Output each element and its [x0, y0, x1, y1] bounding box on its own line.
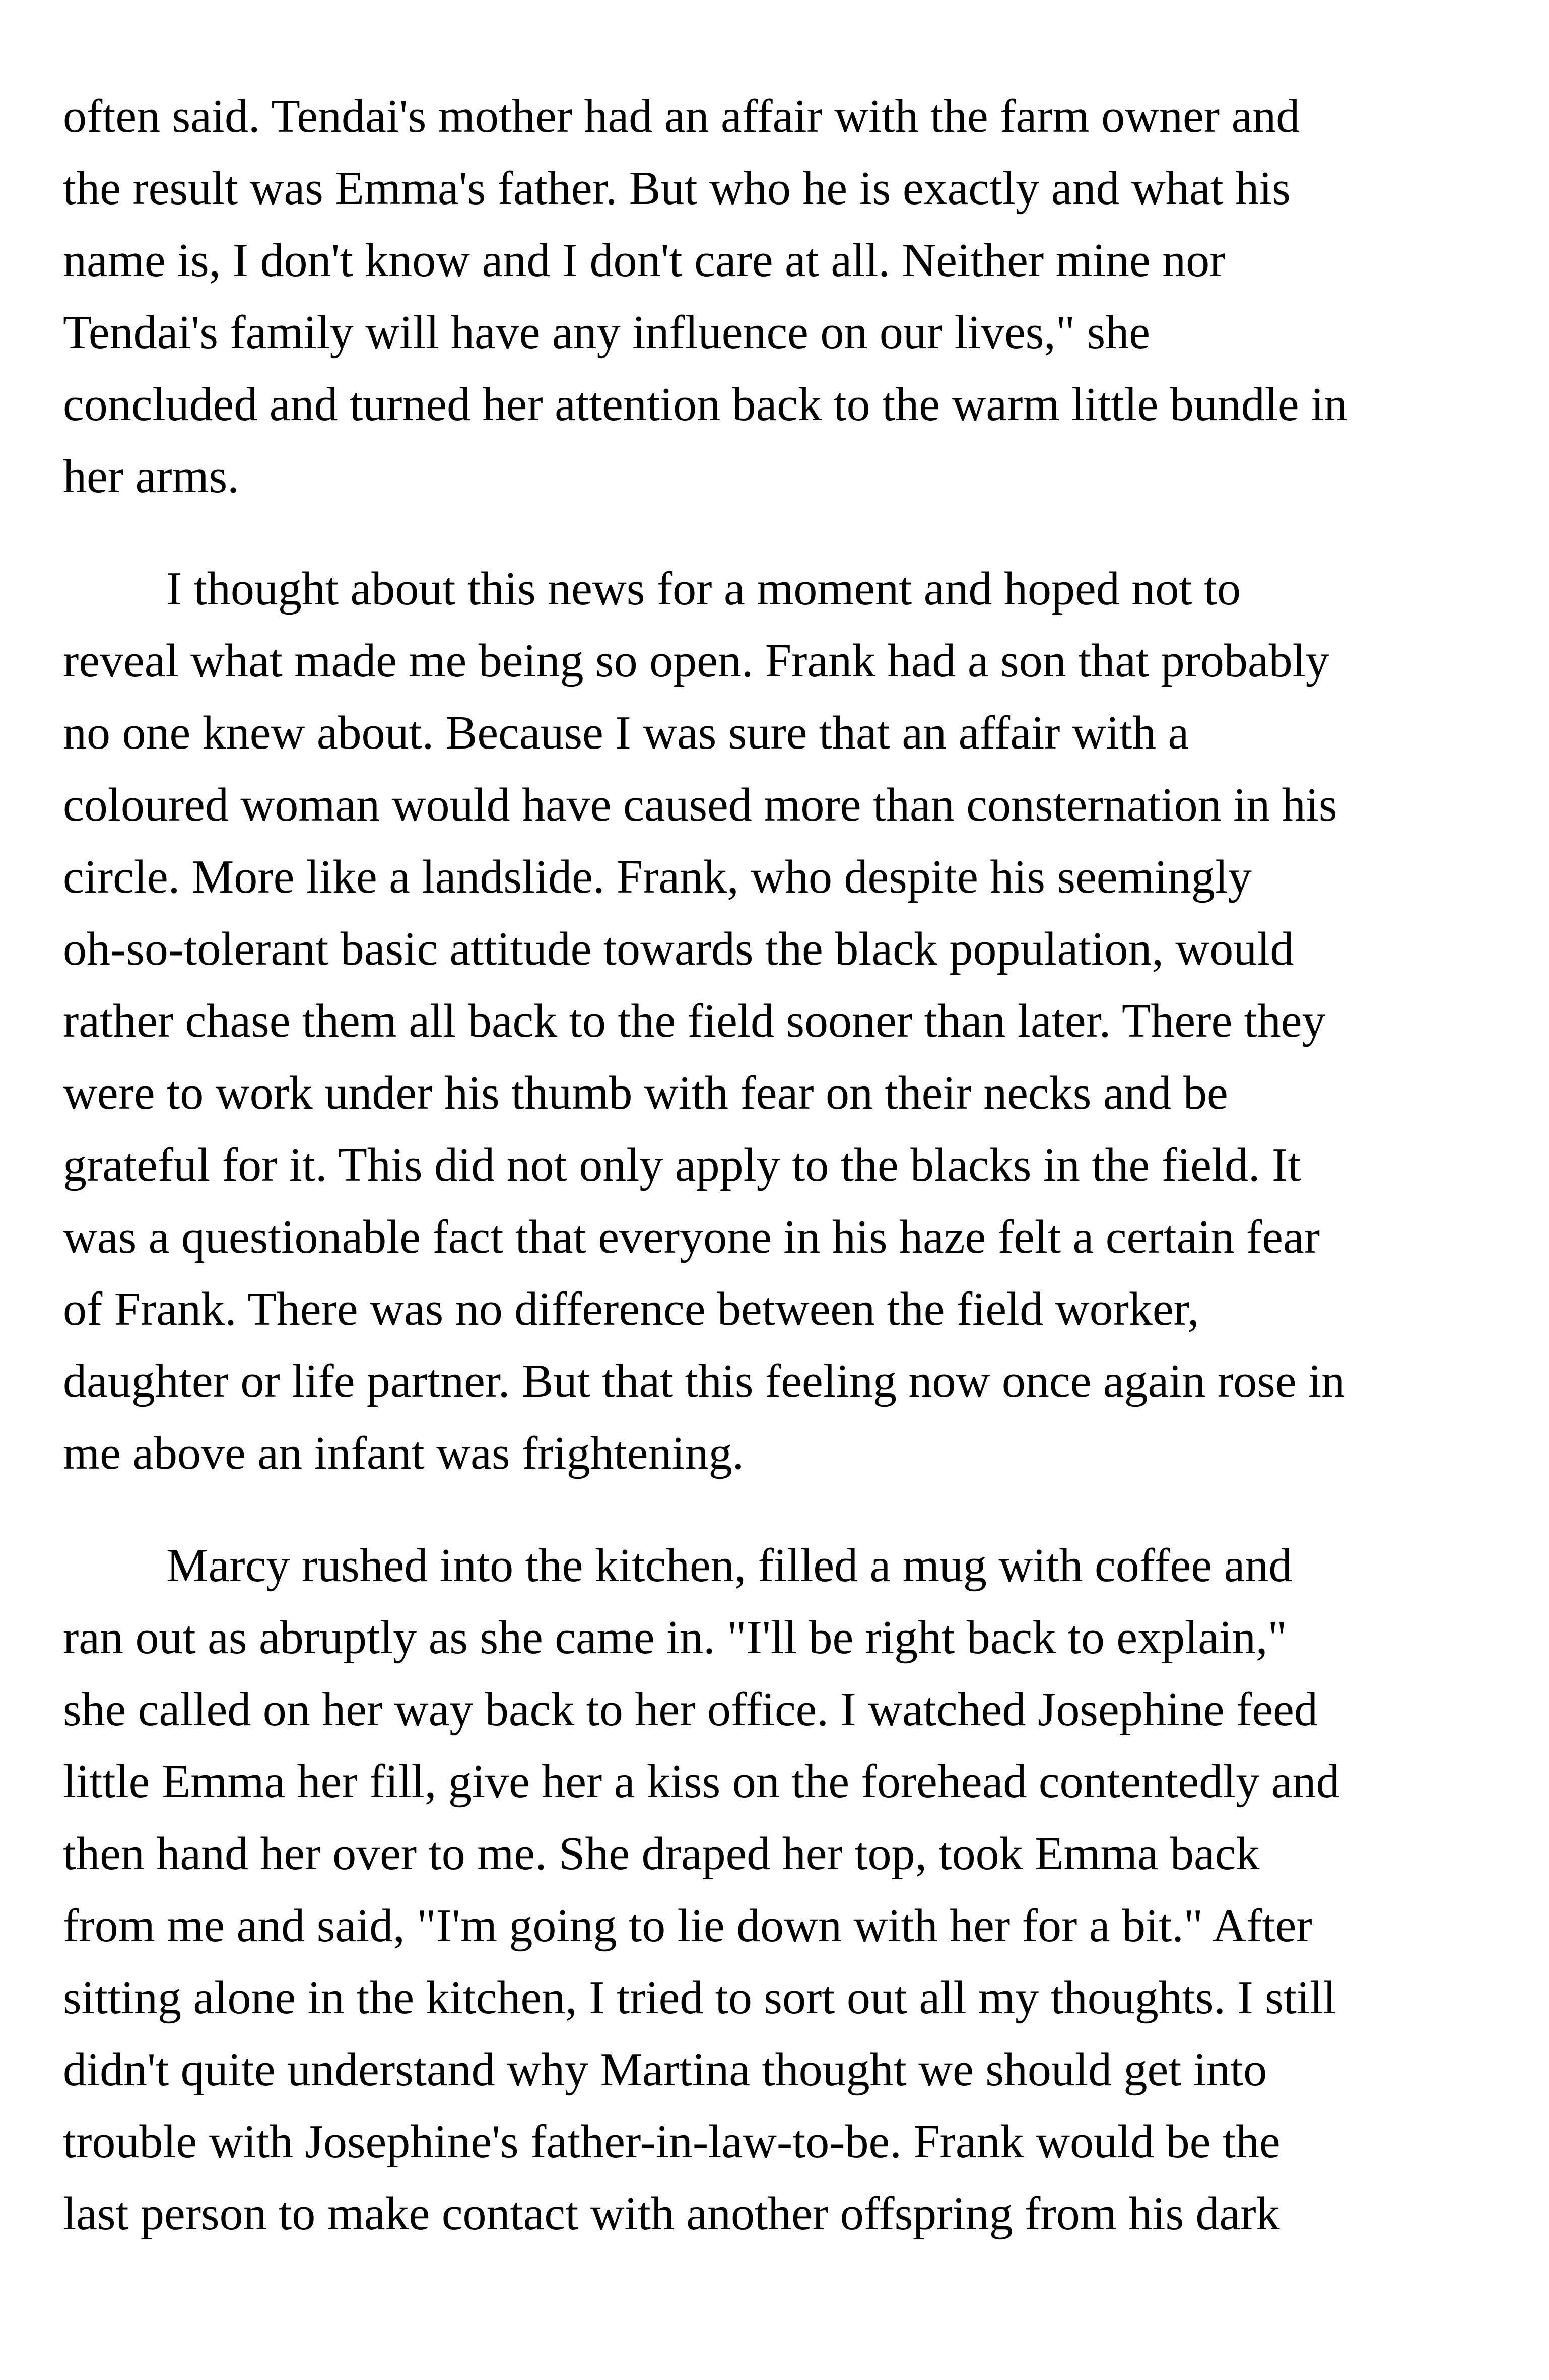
- text-line: coloured woman would have caused more than consternation in his: [63, 779, 1337, 831]
- paragraph-spacer: [63, 1489, 1494, 1530]
- text-line: from me and said, "I'm going to lie down with her for a bit." After: [63, 1899, 1312, 1952]
- text-line: Tendai's family will have any influence on our lives," she: [63, 306, 1150, 359]
- text-line: then hand her over to me. She draped her top, took Emma back: [63, 1827, 1260, 1880]
- text-line: ran out as abruptly as she came in. "I'll be right back to explain,": [63, 1611, 1287, 1664]
- text-line: didn't quite understand why Martina thought we should get into: [63, 2044, 1267, 2096]
- text-line: I thought about this news for a moment and hoped not to: [166, 563, 1241, 615]
- text-line: rather chase them all back to the field sooner than later. There they: [63, 995, 1326, 1047]
- paragraph-3: [63, 1530, 1494, 2250]
- text-line: Marcy rushed into the kitchen, filled a mug with coffee and: [166, 1539, 1293, 1592]
- paragraph-2: [63, 553, 1494, 1489]
- text-line: circle. More like a landslide. Frank, who despite his seemingly: [63, 851, 1252, 903]
- text-line: daughter or life partner. But that this feeling now once again rose in: [63, 1355, 1345, 1407]
- text-line: no one knew about. Because I was sure that an affair with a: [63, 707, 1189, 759]
- text-line: grateful for it. This did not only apply to the blacks in the field. It: [63, 1139, 1301, 1191]
- paragraph-spacer: [63, 513, 1494, 553]
- text-line: often said. Tendai's mother had an affair with the farm owner and: [63, 90, 1300, 143]
- text-line: were to work under his thumb with fear on their necks and be: [63, 1067, 1228, 1119]
- text-line: oh-so-tolerant basic attitude towards the black population, would: [63, 923, 1294, 975]
- text-line: name is, I don't know and I don't care at all. Neither mine nor: [63, 234, 1226, 287]
- text-line: little Emma her fill, give her a kiss on the forehead contentedly and: [63, 1755, 1340, 1808]
- document-page: [63, 81, 1494, 2250]
- text-line: me above an infant was frightening.: [63, 1427, 745, 1479]
- text-line: trouble with Josephine's father-in-law-to-be. Frank would be the: [63, 2116, 1281, 2168]
- text-line: reveal what made me being so open. Frank had a son that probably: [63, 635, 1329, 687]
- text-line: concluded and turned her attention back to the warm little bundle in: [63, 378, 1348, 431]
- text-line: of Frank. There was no difference between the field worker,: [63, 1283, 1199, 1335]
- text-line: sitting alone in the kitchen, I tried to sort out all my thoughts. I still: [63, 1971, 1336, 2024]
- text-line: her arms.: [63, 450, 239, 503]
- text-line: was a questionable fact that everyone in his haze felt a certain fear: [63, 1211, 1320, 1263]
- text-line: last person to make contact with another offspring from his dark: [63, 2188, 1280, 2240]
- text-line: the result was Emma's father. But who he is exactly and what his: [63, 162, 1291, 215]
- text-line: she called on her way back to her office. I watched Josephine feed: [63, 1683, 1318, 1736]
- paragraph-1: [63, 81, 1494, 513]
